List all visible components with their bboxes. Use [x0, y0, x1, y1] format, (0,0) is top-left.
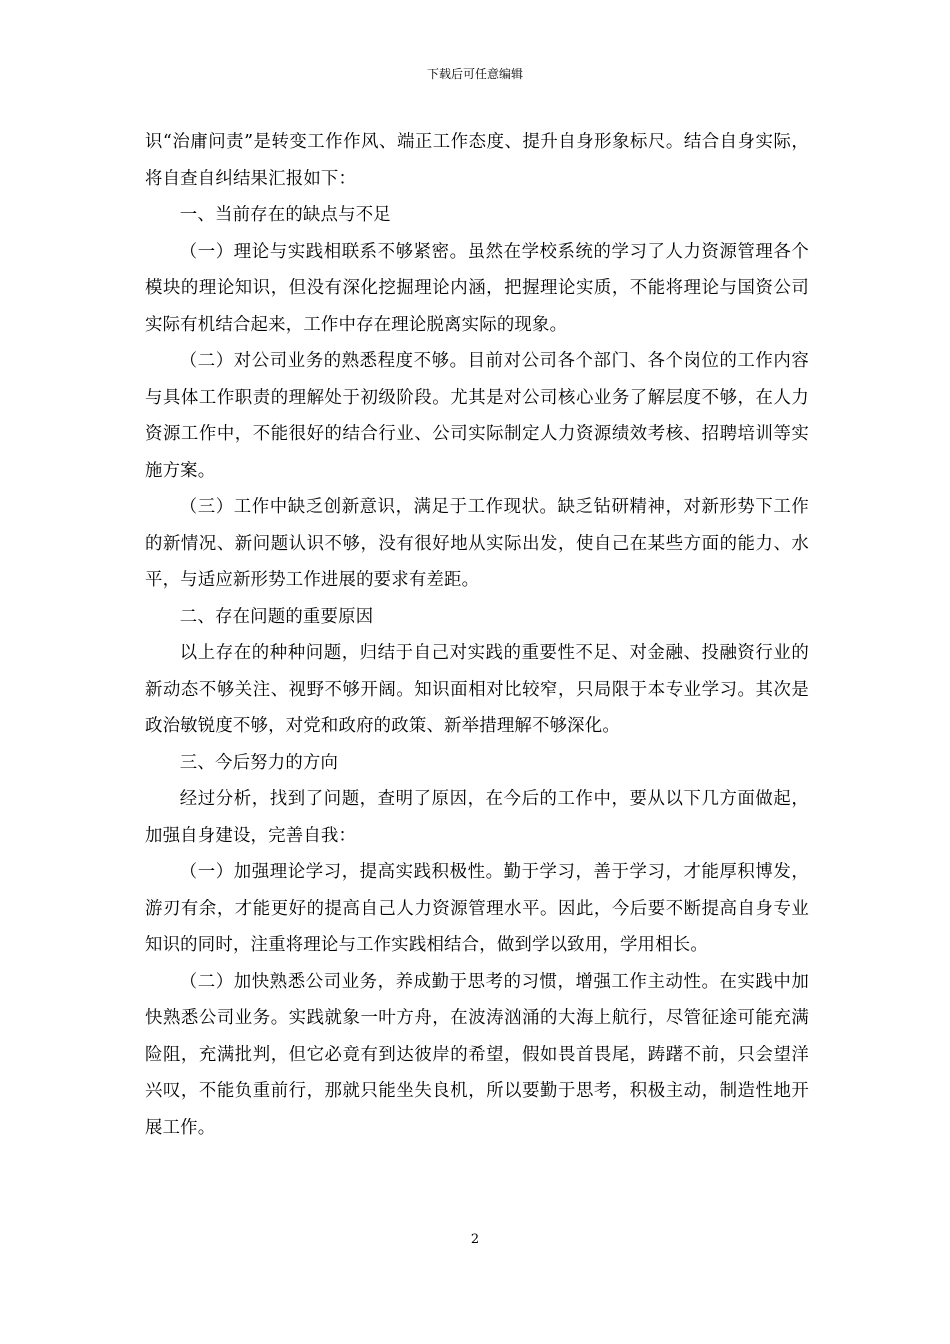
paragraph-continuation: 识“治庸问责”是转变工作作风、端正工作态度、提升自身形象标尺。结合自身实际，将自查自纠结果汇报如下： — [145, 132, 809, 189]
paragraph-business-initiative: （二）加快熟悉公司业务，养成勤于思考的习惯，增强工作主动性。在实践中加快熟悉公司业务。实践就象一叶方舟，在波涛汹涌的大海上航行，尽管征途可能充满险阻，充满批判，但它必竟有到达彼岸的希望，假如畏首畏尾，踌躇不前，只会望洋兴叹，不能负重前行，那就只能坐失良机，所以要勤于思考，积极主动，制造性地开展工作。 — [145, 971, 809, 1138]
document-body — [145, 124, 809, 1146]
paragraph-innovation: （三）工作中缺乏创新意识，满足于工作现状。缺乏钻研精神，对新形势下工作的新情况、新问题认识不够，没有很好地从实际出发，使自己在某些方面的能力、水平，与适应新形势工作进展的要求有差距。 — [145, 497, 809, 590]
paragraph-theory-practice: （一）理论与实践相联系不够紧密。虽然在学校系统的学习了人力资源管理各个模块的理论知识，但没有深化挖掘理论内涵，把握理论实质，不能将理论与国资公司实际有机结合起来，工作中存在理论脱离实际的现象。 — [145, 241, 809, 335]
paragraph-strengthen-study: （一）加强理论学习，提高实践积极性。勤于学习，善于学习，才能厚积博发，游刃有余，才能更好的提高自己人力资源管理水平。因此，今后要不断提高自身专业知识的同时，注重将理论与工作实践相结合，做到学以致用，学用相长。 — [145, 862, 809, 955]
section-heading-shortcomings: 一、当前存在的缺点与不足 — [179, 205, 391, 225]
section-heading-direction: 三、今后努力的方向 — [179, 752, 339, 773]
paragraph-business-familiarity: （二）对公司业务的熟悉程度不够。目前对公司各个部门、各个岗位的工作内容与具体工作职责的理解处于初级阶段。尤其是对公司核心业务了解层度不够，在人力资源工作中，不能很好的结合行业、公司实际制定人力资源绩效考核、招聘培训等实施方案。 — [145, 351, 809, 481]
page-number: 2 — [470, 1232, 480, 1247]
page-header: 下载后可任意编辑 — [426, 67, 523, 81]
paragraph-direction-intro: 经过分析，找到了问题，查明了原因，在今后的工作中，要从以下几方面做起，加强自身建设，完善自我： — [145, 789, 809, 846]
paragraph-causes: 以上存在的种种问题，归结于自己对实践的重要性不足、对金融、投融资行业的新动态不够关注、视野不够开阔。知识面相对比较窄，只局限于本专业学习。其次是政治敏锐度不够，对党和政府的政策、新举措理解不够深化。 — [145, 643, 809, 736]
section-heading-causes: 二、存在问题的重要原因 — [179, 606, 374, 627]
